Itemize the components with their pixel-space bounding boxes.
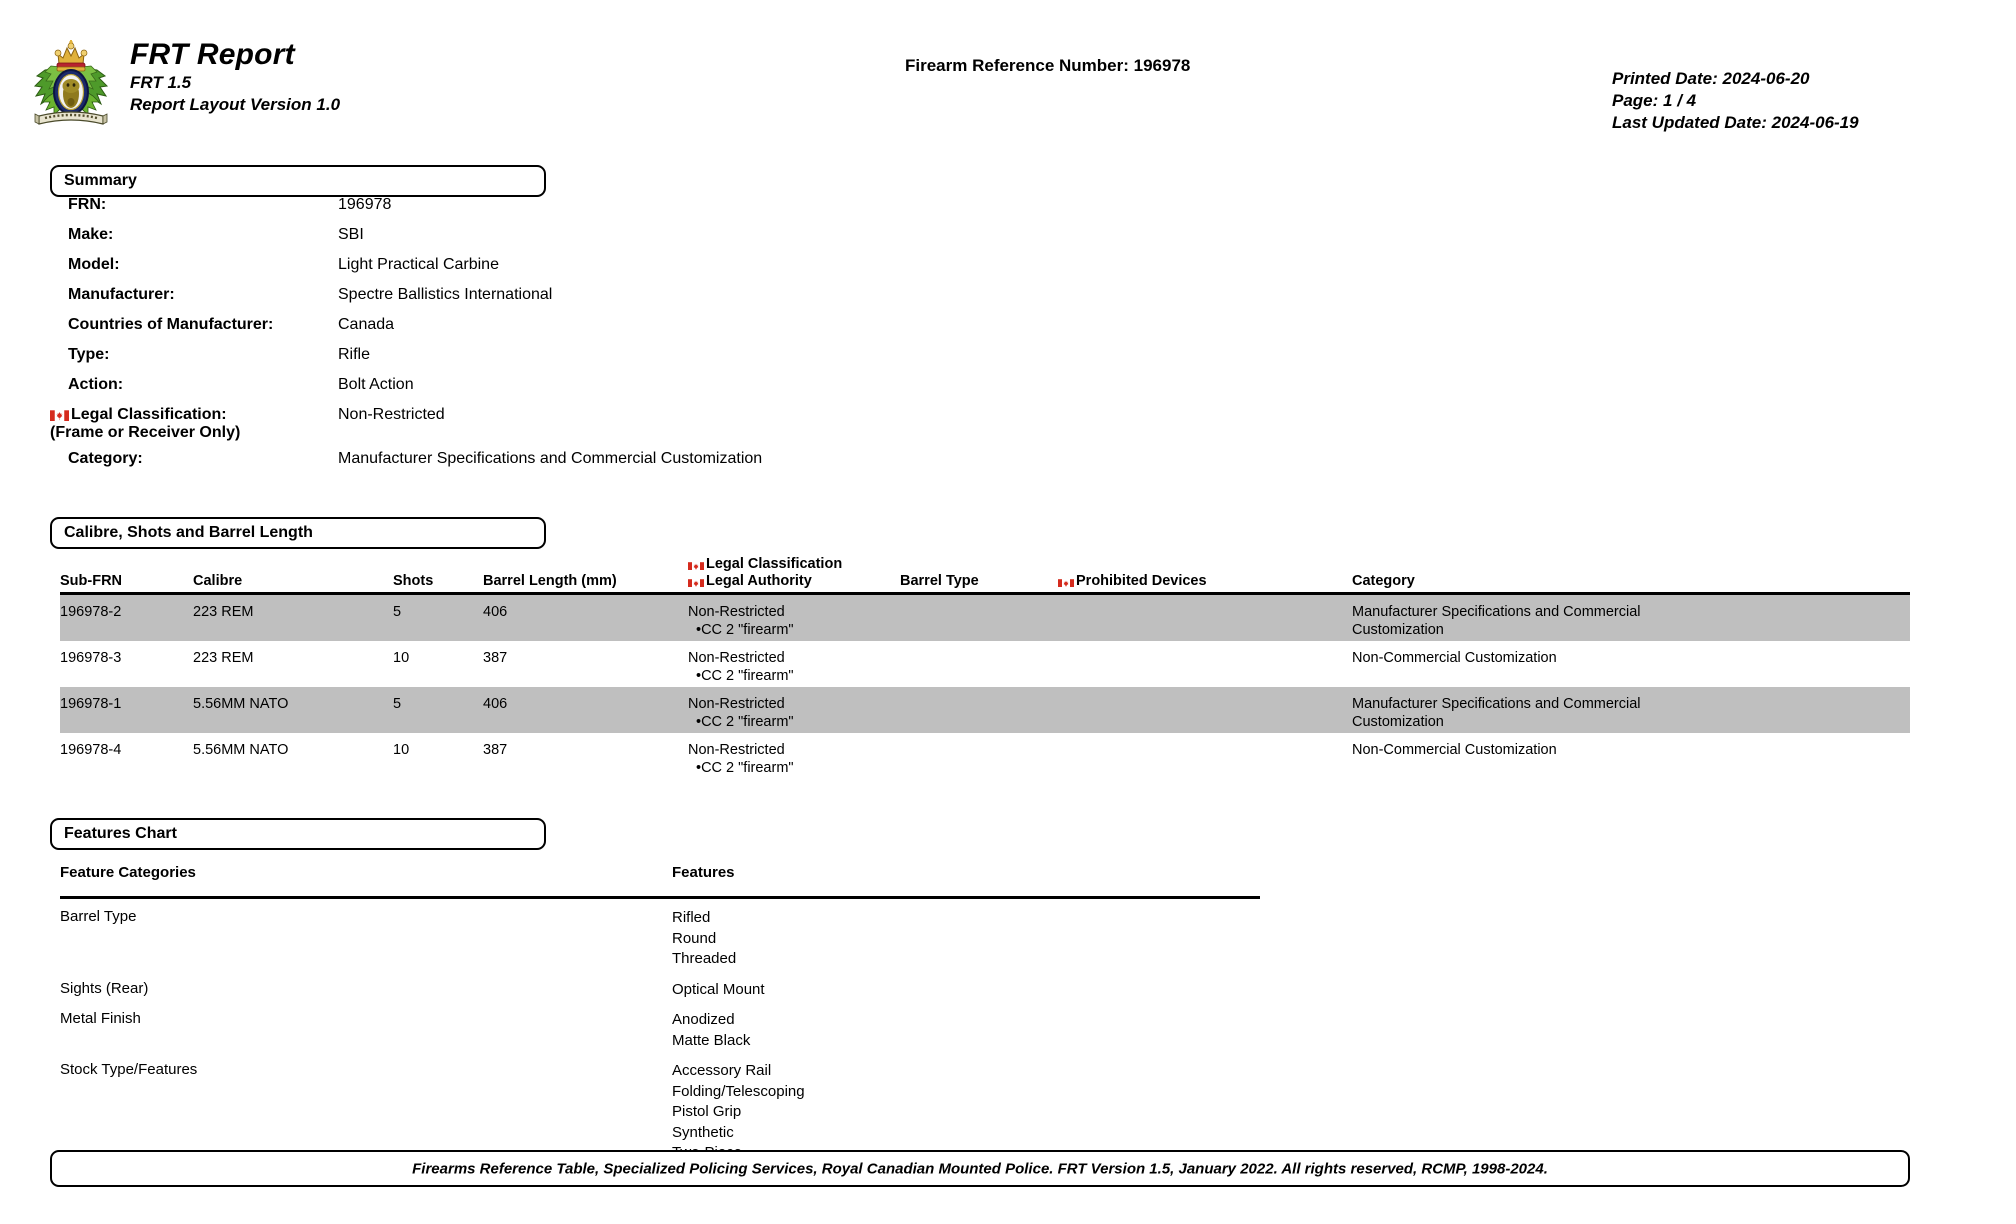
- firearm-reference-number-label: Firearm Reference Number: 196978: [905, 56, 1191, 75]
- column-header-category: [1352, 573, 1415, 590]
- calibre-table-header-row: [0, 556, 2016, 592]
- summary-row: [0, 316, 2016, 346]
- section-title-calibre: Calibre, Shots and Barrel Length: [64, 524, 313, 541]
- summary-label-text: Action:: [68, 376, 124, 393]
- summary-row: [0, 450, 2016, 480]
- column-header-text: Calibre: [193, 573, 243, 589]
- footer-text: Firearms Reference Table, Specialized Policing Services, Royal Canadian Mounted Police. FRT Version 1.5, January 2022. All rights reserved, RCMP, 1998-2024.: [412, 1160, 1548, 1177]
- rcmp-crest-icon: [27, 36, 115, 128]
- canada-flag-icon: [688, 560, 704, 570]
- cell-legal: [688, 603, 794, 639]
- cell-legal-classification: Non-Restricted: [688, 742, 785, 758]
- summary-row: [0, 286, 2016, 316]
- cell-shots: 5: [393, 696, 402, 712]
- cell-sub_frn: 196978-3: [60, 650, 122, 666]
- cell-legal-classification: Non-Restricted: [688, 650, 785, 666]
- cell-calibre: 223 REM: [193, 604, 254, 620]
- column-header-text: Sub-FRN: [60, 573, 123, 589]
- table-row: [60, 641, 1910, 687]
- features-chart-table: [0, 864, 2016, 1165]
- feature-group: [0, 899, 2016, 971]
- feature-list: [672, 1010, 750, 1051]
- cell-legal-authority: •CC 2 "firearm": [696, 622, 794, 638]
- summary-label-text: Type:: [68, 346, 110, 363]
- canada-flag-icon: [688, 577, 704, 587]
- feature-group: [0, 1052, 2016, 1165]
- summary-row-value: Non-Restricted: [338, 406, 445, 423]
- last-updated-date-label: Last Updated Date: 2024-06-19: [1612, 113, 1859, 132]
- feature-item: Optical Mount: [672, 980, 765, 998]
- cell-barrel_length: 387: [483, 742, 508, 758]
- canada-flag-icon: [50, 409, 69, 421]
- feature-item: Folding/Telescoping: [672, 1082, 805, 1100]
- summary-label-text: Model:: [68, 256, 120, 273]
- summary-label-text: FRN:: [68, 196, 107, 213]
- feature-item: Rifled: [672, 909, 711, 926]
- table-row: [60, 733, 1910, 779]
- column-header-barrel_type: [900, 573, 979, 590]
- feature-item: Synthetic: [672, 1123, 734, 1141]
- print-meta-block: [1612, 68, 1859, 134]
- feature-category-label: Barrel Type: [60, 908, 137, 925]
- feature-item: Anodized: [672, 1011, 735, 1028]
- column-header-feature-categories: Feature Categories: [60, 864, 196, 881]
- column-header-sub_frn: [60, 573, 122, 590]
- calibre-shots-barrel-length-table: [0, 556, 2016, 779]
- page-number-label: Page: 1 / 4: [1612, 91, 1697, 110]
- summary-row: [0, 226, 2016, 256]
- summary-row-label: [68, 286, 175, 304]
- summary-row-value: Bolt Action: [338, 376, 414, 393]
- feature-list: [672, 908, 736, 970]
- summary-row: [0, 256, 2016, 286]
- summary-row-value: 196978: [338, 196, 392, 213]
- cell-sub_frn: 196978-4: [60, 742, 122, 758]
- page-title: FRT Report: [130, 38, 295, 71]
- cell-calibre: 5.56MM NATO: [193, 696, 289, 712]
- column-header-text: Barrel Type: [900, 573, 979, 589]
- section-title-summary: Summary: [64, 172, 137, 189]
- summary-row-label: [68, 376, 123, 394]
- summary-row-value: Light Practical Carbine: [338, 256, 499, 273]
- cell-legal: [688, 741, 794, 777]
- feature-item: Round: [672, 929, 717, 947]
- summary-row-label: [50, 406, 240, 442]
- cell-calibre: 5.56MM NATO: [193, 742, 289, 758]
- table-row: [60, 595, 1910, 641]
- summary-label-text: Category:: [68, 450, 143, 467]
- cell-shots: 5: [393, 604, 402, 620]
- column-header-features: Features: [672, 864, 735, 881]
- column-header-text: Legal Classification: [706, 556, 843, 572]
- table-row: [60, 687, 1910, 733]
- column-header-text: Shots: [393, 573, 434, 589]
- summary-row-value: Canada: [338, 316, 395, 333]
- section-header-features: [50, 818, 546, 850]
- section-title-features: Features Chart: [64, 825, 177, 842]
- summary-row-value: Rifle: [338, 346, 371, 363]
- feature-item: Accessory Rail: [672, 1062, 772, 1079]
- cell-barrel_length: 406: [483, 696, 508, 712]
- report-header: [0, 0, 2016, 140]
- report-title-block: [130, 38, 340, 116]
- feature-group: [0, 971, 2016, 1002]
- column-header-barrel_length: [483, 573, 617, 590]
- report-layout-version-label: Report Layout Version 1.0: [130, 95, 341, 114]
- section-header-summary: [50, 165, 546, 197]
- feature-item: Matte Black: [672, 1031, 751, 1049]
- cell-shots: 10: [393, 650, 410, 666]
- feature-category-label: Sights (Rear): [60, 979, 149, 997]
- summary-label-text: Legal Classification:: [71, 406, 227, 423]
- cell-barrel_length: 406: [483, 604, 508, 620]
- feature-list: [672, 980, 765, 1001]
- column-header-calibre: [193, 573, 242, 590]
- cell-legal-classification: Non-Restricted: [688, 604, 785, 620]
- cell-sub_frn: 196978-1: [60, 696, 122, 712]
- cell-legal-authority: •CC 2 "firearm": [696, 668, 794, 684]
- cell-category: Manufacturer Specifications and Commercial Customization: [1352, 604, 1641, 638]
- summary-row-label: [68, 450, 143, 468]
- summary-row-label: [68, 256, 120, 274]
- summary-row-label: [68, 316, 273, 334]
- summary-row: [0, 376, 2016, 406]
- column-header-legal: [688, 556, 842, 590]
- feature-item: Pistol Grip: [672, 1103, 742, 1120]
- summary-row: [0, 406, 2016, 450]
- feature-item: Threaded: [672, 950, 737, 967]
- summary-row: [0, 196, 2016, 226]
- summary-row-label: [68, 196, 106, 214]
- column-header-text: Category: [1352, 573, 1415, 589]
- summary-row-value: Spectre Ballistics International: [338, 286, 553, 303]
- cell-legal-classification: Non-Restricted: [688, 696, 785, 712]
- column-header-text: Barrel Length (mm): [483, 573, 617, 589]
- feature-category-label: Stock Type/Features: [60, 1061, 198, 1078]
- cell-category: Non-Commercial Customization: [1352, 742, 1557, 758]
- canada-flag-icon: [1058, 577, 1074, 587]
- summary-row-label: [68, 346, 109, 364]
- printed-date-label: Printed Date: 2024-06-20: [1612, 69, 1810, 88]
- features-chart-header-row: [0, 864, 2016, 896]
- summary-row-label: [68, 226, 113, 244]
- summary-row: [0, 346, 2016, 376]
- feature-group: [0, 1001, 2016, 1052]
- cell-legal-authority: •CC 2 "firearm": [696, 714, 794, 730]
- column-header-shots: [393, 573, 433, 590]
- cell-legal: [688, 649, 794, 685]
- cell-barrel_length: 387: [483, 650, 508, 666]
- summary-label-text: Countries of Manufacturer:: [68, 316, 274, 333]
- feature-list: [672, 1061, 805, 1164]
- cell-category: Non-Commercial Customization: [1352, 650, 1557, 666]
- section-header-calibre: [50, 517, 546, 549]
- summary-label-text: Manufacturer:: [68, 286, 175, 303]
- cell-legal: [688, 695, 794, 731]
- cell-category: Manufacturer Specifications and Commercial Customization: [1352, 696, 1641, 730]
- column-header-text: Prohibited Devices: [1076, 573, 1207, 589]
- summary-section: [0, 196, 2016, 480]
- summary-row-value: Manufacturer Specifications and Commercial Customization: [338, 450, 763, 467]
- cell-legal-authority: •CC 2 "firearm": [696, 760, 794, 776]
- feature-category-label: Metal Finish: [60, 1010, 141, 1027]
- column-header-prohibited_devices: [1058, 573, 1207, 590]
- cell-calibre: 223 REM: [193, 650, 254, 666]
- summary-label-text: Make:: [68, 226, 114, 243]
- column-header-text-secondary: Legal Authority: [706, 573, 812, 589]
- cell-shots: 10: [393, 742, 410, 758]
- summary-label-subtext: (Frame or Receiver Only): [50, 424, 241, 441]
- footer-box: [50, 1150, 1910, 1187]
- summary-row-value: SBI: [338, 226, 364, 243]
- cell-sub_frn: 196978-2: [60, 604, 122, 620]
- frt-version-label: FRT 1.5: [130, 73, 192, 92]
